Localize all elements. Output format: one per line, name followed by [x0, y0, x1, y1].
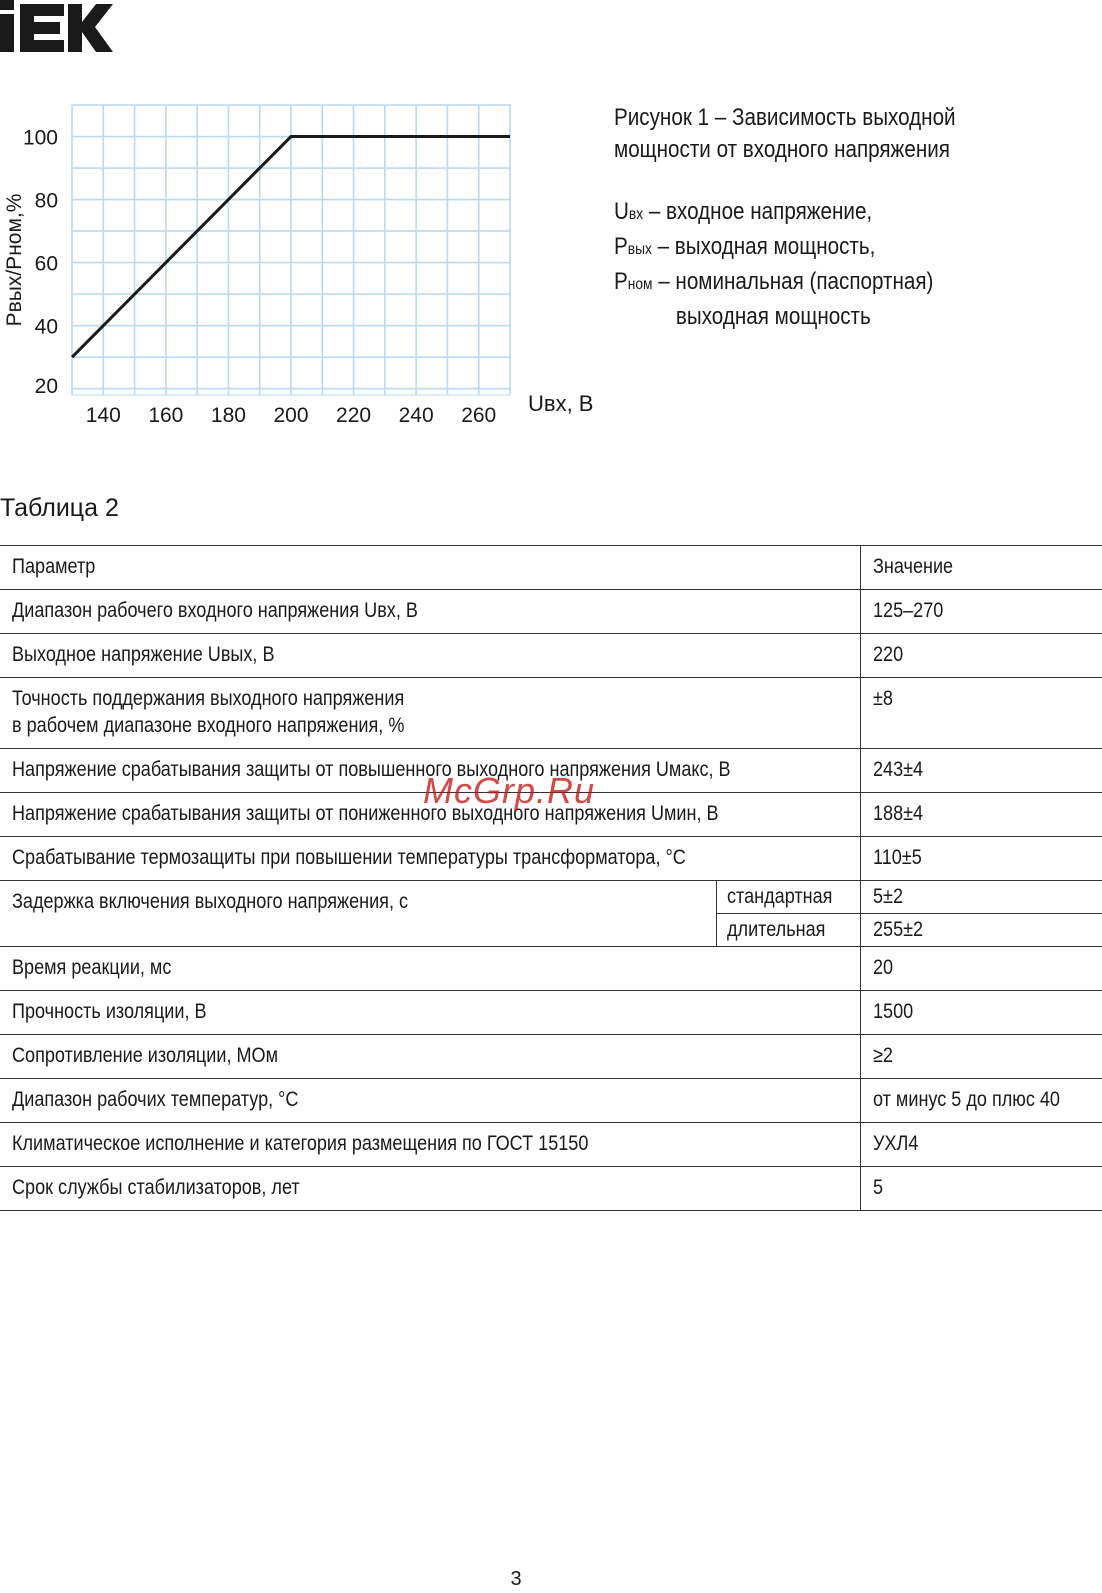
y-tick-label: 40: [34, 315, 58, 339]
legend-spacer: [614, 166, 967, 196]
row-value: 5±2: [860, 881, 1102, 914]
chart-svg: [0, 95, 600, 455]
legend-p-nom: Pном – номинальная (паспортная): [614, 268, 934, 295]
row-param: Прочность изоляции, В: [0, 991, 860, 1035]
watermark: McGrp.Ru: [423, 770, 596, 811]
table-row: [0, 1167, 1102, 1211]
row-param: Срок службы стабилизаторов, лет: [0, 1167, 860, 1211]
row-value: ±8: [860, 678, 1102, 749]
row-value: 220: [860, 634, 1102, 678]
row-param: Задержка включения выходного напряжения, с: [0, 881, 717, 947]
y-axis-label: Pвых/Pном,%: [3, 193, 26, 327]
row-param: Срабатывание термозащиты при повышении температуры трансформатора, °С: [0, 837, 860, 881]
table-row: [0, 837, 1102, 881]
x-tick-label: 260: [461, 404, 497, 427]
row-value: 243±4: [860, 749, 1102, 793]
x-tick-label: 160: [148, 404, 184, 427]
y-tick-label: 60: [34, 252, 58, 276]
figure-caption-line1: Рисунок 1 – Зависимость выходной: [614, 104, 956, 131]
table-row: [0, 1079, 1102, 1123]
table-row: [0, 881, 1102, 914]
row-param: Время реакции, мс: [0, 947, 860, 991]
row-value: 125–270: [860, 590, 1102, 634]
header-param: Параметр: [0, 546, 860, 590]
legend-p-nom-cont: выходная мощность: [675, 303, 871, 330]
row-subparam: длительная: [717, 914, 861, 947]
row-param: Точность поддержания выходного напряжения в рабочем диапазоне входного напряжения, %: [0, 678, 860, 749]
spec-table: [0, 545, 1102, 1211]
table-row: [0, 991, 1102, 1035]
table-row: [0, 1123, 1102, 1167]
header-value: Значение: [860, 546, 1102, 590]
row-value: 255±2: [860, 914, 1102, 947]
row-value: 5: [860, 1167, 1102, 1211]
x-tick-label: 180: [210, 404, 246, 427]
row-subparam: стандартная: [717, 881, 861, 914]
row-value: 1500: [860, 991, 1102, 1035]
row-param: Диапазон рабочего входного напряжения Uвх, В: [0, 590, 860, 634]
y-tick-label: 100: [22, 126, 58, 150]
power-chart: [0, 95, 600, 455]
legend-u-in: Uвх – входное напряжение,: [614, 198, 873, 225]
row-value: УХЛ4: [860, 1123, 1102, 1167]
x-tick-label: 140: [85, 404, 121, 427]
table-title: Таблица 2: [0, 494, 119, 522]
table-row: [0, 590, 1102, 634]
row-param: Диапазон рабочих температур, °С: [0, 1079, 860, 1123]
figure-caption-line2: мощности от входного напряжения: [614, 136, 950, 163]
row-value: ≥2: [860, 1035, 1102, 1079]
legend-p-out: Pвых – выходная мощность,: [614, 233, 876, 260]
row-value: 110±5: [860, 837, 1102, 881]
row-value: от минус 5 до плюс 40: [860, 1079, 1102, 1123]
x-tick-label: 220: [336, 404, 372, 427]
iek-logo-icon: [0, 0, 114, 56]
row-param: Сопротивление изоляции, МОм: [0, 1035, 860, 1079]
y-tick-label: 80: [34, 189, 58, 213]
table-header-row: [0, 546, 1102, 590]
row-value: 188±4: [860, 793, 1102, 837]
figure-legend: [614, 102, 967, 333]
row-param: Климатическое исполнение и категория размещения по ГОСТ 15150: [0, 1123, 860, 1167]
brand-logo: [0, 0, 114, 56]
row-param: Выходное напряжение Uвых, В: [0, 634, 860, 678]
x-tick-label: 200: [273, 404, 309, 427]
table-row: [0, 678, 1102, 749]
table-row: [0, 634, 1102, 678]
row-param: Напряжение срабатывания защиты от пониженного выходного напряжения Uмин, В: [0, 793, 860, 837]
row-value: 20: [860, 947, 1102, 991]
y-tick-label: 20: [34, 375, 58, 398]
table-row: [0, 1035, 1102, 1079]
x-axis-label: Uвх, В: [528, 391, 594, 416]
x-tick-label: 240: [398, 404, 434, 427]
table-row: [0, 947, 1102, 991]
page-number: 3: [510, 1568, 522, 1590]
row-param: Напряжение срабатывания защиты от повышенного выходного напряжения Uмакс, В: [0, 749, 860, 793]
